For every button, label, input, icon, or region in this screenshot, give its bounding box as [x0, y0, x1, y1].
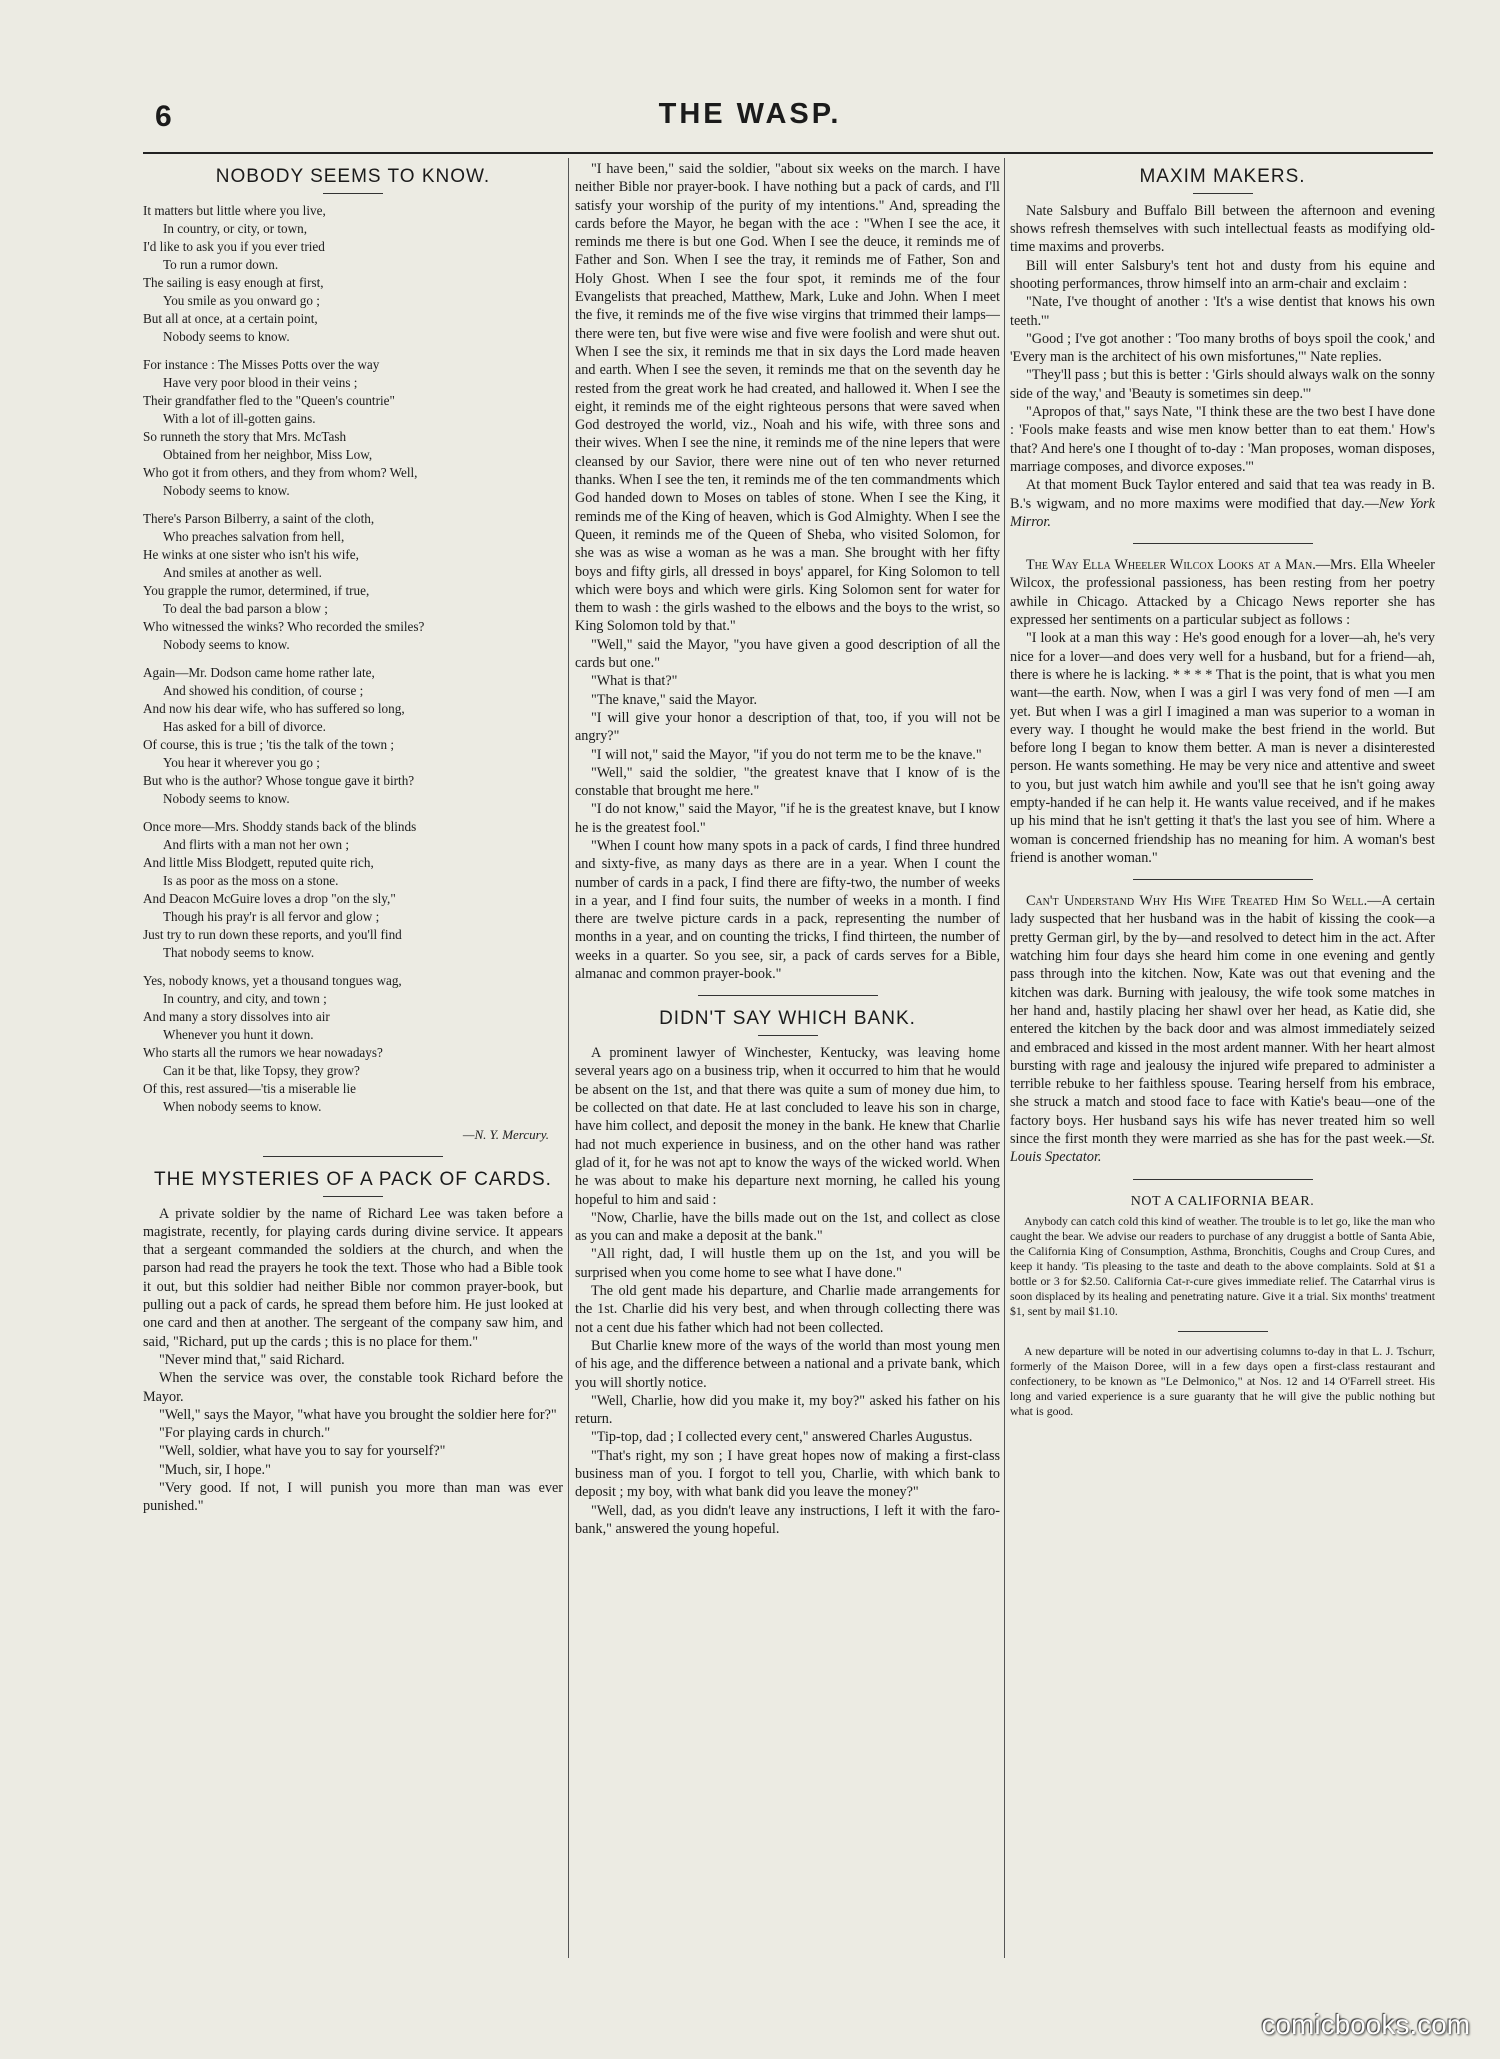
poem-stanza [143, 664, 563, 808]
poem-line: There's Parson Bilberry, a saint of the cloth, [143, 510, 375, 526]
poem-line: And flirts with a man not her own ; [163, 836, 350, 852]
column-1 [143, 160, 563, 1960]
poem-line: It matters but little where you live, [143, 202, 326, 218]
section-rule [1133, 879, 1313, 880]
poem-line: Just try to run down these reports, and you'll find [143, 926, 402, 942]
wife-runin: Can't Understand Why His Wife Treated Him So Well. [1026, 893, 1368, 910]
poem-line: That nobody seems to know. [163, 944, 315, 960]
masthead-title: THE WASP. [658, 98, 842, 130]
title-rule [1193, 193, 1253, 194]
section-rule [1133, 543, 1313, 544]
bank-title: DIDN'T SAY WHICH BANK. [659, 1008, 916, 1030]
poem-line: To deal the bad parson a blow ; [163, 600, 328, 616]
maxim-paragraph: Nate Salsbury and Buffalo Bill between the afternoon and evening shows refresh themselves with such intellectual feasts as modifying old-time maxims and proverbs. [1010, 202, 1435, 256]
bank-paragraph: But Charlie knew more of the ways of the world than most young men of his age, and the difference between a national and a private bank, which you will shortly notice. [575, 1337, 1000, 1391]
poem-line: The sailing is easy enough at first, [143, 274, 324, 290]
poem-line: Yes, nobody knows, yet a thousand tongues wag, [143, 972, 402, 988]
poem-line: You grapple the rumor, determined, if true, [143, 582, 370, 598]
poem-line: Nobody seems to know. [163, 328, 290, 344]
bear-text: Anybody can catch cold this kind of weather. The trouble is to let go, like the man who caught the bear. We advise our readers to purchase of any druggist a bottle of Santa Abie, the California King of Consumption, Asthma, Bronchitis, Coughs and Croup Cures, and keep it handy. 'Tis pleasing to the taste and death to the above complaints. Sold at $1 a bottle or 3 for $2.50. California Cat-r-cure gives immediate relief. The Catarrhal virus is soon displaced by its healing and penetrating nature. Give it a trial. Six months' treatment $1, sent by mail $1.10. [1010, 1213, 1435, 1318]
poem-line: Of this, rest assured—'tis a miserable lie [143, 1080, 356, 1096]
poem-line: Of course, this is true ; 'tis the talk of the town ; [143, 736, 395, 752]
poem-line: Their grandfather fled to the "Queen's countrie" [143, 392, 395, 408]
poem-line: Who got it from others, and they from whom? Well, [143, 464, 418, 480]
maxim-paragraph: Bill will enter Salsbury's tent hot and dusty from his equine and shooting performances, throw himself into an arm-chair and exclaim : [1010, 257, 1435, 292]
wilcox-body [1010, 556, 1435, 867]
bear-title: NOT A CALIFORNIA BEAR. [1130, 1193, 1315, 1209]
poem-stanza [143, 202, 563, 346]
poem-line: But who is the author? Whose tongue gave it birth? [143, 772, 415, 788]
poem-body [143, 202, 563, 1116]
poem-stanza [143, 818, 563, 962]
maxim-paragraph: At that moment Buck Taylor entered and said that tea was ready in B. B.'s wigwam, and no more maxims were modified that day.—New York Mirror. [1010, 477, 1435, 530]
wilcox-runin: The Way Ella Wheeler Wilcox Looks at a Man. [1026, 557, 1316, 574]
poem-stanza [143, 972, 563, 1116]
poem-line: Who witnessed the winks? Who recorded the smiles? [143, 618, 425, 634]
poem-line: Can it be that, like Topsy, they grow? [163, 1062, 360, 1078]
poem-line: And many a story dissolves into air [143, 1008, 330, 1024]
bank-body [575, 1044, 1000, 1538]
poem-line: To run a rumor down. [163, 256, 279, 272]
mysteries-paragraph: "Well, soldier, what have you to say for yourself?" [159, 1443, 446, 1460]
poem-line: But all at once, at a certain point, [143, 310, 318, 326]
column-divider [568, 158, 569, 1958]
mysteries-paragraph: "I have been," said the soldier, "about six weeks on the march. I have neither Bible nor prayer-book. I have nothing but a pack of cards, and I'll satisfy your worship of the purity of my intentions." And, spreading the cards before the Mayor, he began with the ace : "When I see the ace, it reminds me there is but one God. When I see the deuce, it reminds me of Father and Son. When I see the tray, it reminds me of Father, Son and Holy Ghost. When I see the four spot, it reminds me of the four Evangelists that preached, Matthew, Mark, Luke and John. When I meet the five, it reminds me of the five wise virgins that trimmed their lamps—there were ten, but five were wise and five were foolish and were shut out. When I see the six, it reminds me that in six days the Lord made heaven and earth. When I see the seven, it reminds me that on the seventh day he rested from the great work he had created, and hallowed it. When I see the eight, it reminds me of the eight righteous persons that were saved when God destroyed the world, viz., Noah and his wife, with three sons and their wives. When I see the nine, it reminds me of the nine lepers that were cleansed by our Savior, there were nine out of ten who never returned thanks. When I see the ten, it reminds me of the ten commandments which God handed down to Moses on tables of stone. When I see the King, it reminds me of the King of heaven, which is God Almighty. When I see the Queen, it reminds me of the Queen of Sheba, who visited Solomon, for she was as wise a woman as he was a man. She brought with her fifty boys and fifty girls, all dressed in boys' apparel, for King Solomon to tell which were boys and which were girls. King Solomon sent for water for them to wash : the girls washed to the elbows and the boys to the wrist, so King Solomon told by that." [575, 161, 1000, 635]
wife-credit: St. Louis Spectator. [1010, 1131, 1435, 1166]
poem-line: Nobody seems to know. [163, 790, 290, 806]
wife-text: —A certain lady suspected that her husband was in the habit of kissing the cook—a pretty German girl, by the by—and resolved to detect him in the act. After watching him four days she heard him come in one evening and gently pass through into the kitchen. Now, Kate was out that evening and the kitchen was dark. Burning with jealousy, the wife took some matches in her hand and, hastily placing her shawl over her head, as Katie did, she entered the kitchen by the back door and was almost immediately seized and embraced and kissed in the most ardent manner. With her heart almost bursting with rage and jealousy the injured wife prepared to administer a terrible rebuke to her faithless spouse. Tearing herself from his embrace, she struck a match and stood face to face with Katie's beau—one of the factory boys. Her husband says his wife has never treated him so well since the first month they were married as she has for the past week.— [1010, 893, 1435, 1148]
maxim-body [1010, 202, 1435, 531]
poem-line: Whenever you hunt it down. [163, 1026, 314, 1042]
poem-line: And smiles at another as well. [163, 564, 322, 580]
poem-title: NOBODY SEEMS TO KNOW. [215, 166, 491, 187]
poem-line: And now his dear wife, who has suffered so long, [143, 700, 405, 716]
mysteries-paragraph: When the service was over, the constable took Richard before the Mayor. [143, 1370, 563, 1405]
title-rule [758, 1035, 818, 1036]
mysteries-paragraph: "Very good. If not, I will punish you more than man was ever punished." [143, 1480, 563, 1515]
header-rule [143, 152, 1433, 154]
mysteries-paragraph: "Never mind that," said Richard. [159, 1351, 345, 1368]
poem-stanza [143, 510, 563, 654]
poem-line: Have very poor blood in their veins ; [163, 374, 358, 390]
title-rule [323, 193, 383, 194]
poem-line: Who preaches salvation from hell, [163, 528, 345, 544]
column-divider [1004, 158, 1005, 1958]
bank-paragraph: "All right, dad, I will hustle them up on the 1st, and you will be surprised when you come home to see what I have done." [575, 1246, 1000, 1281]
section-rule [263, 1156, 443, 1157]
poem-line: So runneth the story that Mrs. McTash [143, 428, 347, 444]
poem-line: You hear it wherever you go ; [163, 754, 320, 770]
bank-paragraph: "Tip-top, dad ; I collected every cent," answered Charles Augustus. [591, 1429, 973, 1446]
poem-line: When nobody seems to know. [163, 1098, 322, 1114]
poem-line: And showed his condition, of course ; [163, 682, 364, 698]
mysteries-paragraph: "What is that?" [591, 673, 678, 690]
poem-line: Once more—Mrs. Shoddy stands back of the blinds [143, 818, 417, 834]
page-number: 6 [155, 100, 172, 133]
column-2 [575, 160, 1000, 1960]
poem-line: Who starts all the rumors we hear nowadays? [143, 1044, 383, 1060]
mysteries-paragraph: "I will not," said the Mayor, "if you do not term me to be the knave." [591, 746, 982, 763]
wilcox-paragraph: "I look at a man this way : He's good enough for a lover—ah, he's very nice for a lover—and does very well for a husband, but for a friend—ah, there is where he is lacking. * * * * That is the point, that is what you men want—the earth. Now, when I was a girl I was very fond of men —I am yet. But when I was a girl I imagined a man was superior to a woman in every way. I thought he would make the best friend in the world. But before long I began to know them better. A man is never a disinterested person. He wants something. He may be very nice and attentive and sweet to you, but just watch him awhile and you'll see that he isn't going away empty-handed if he can help it. He wants value received, and if he makes up his mind that he isn't getting it that's the last you see of him. Where a woman is concerned friendship has no meaning for him. A woman's best friend is another woman." [1010, 630, 1435, 866]
mysteries-paragraph: "The knave," said the Mayor. [591, 691, 758, 708]
poem-line: Again—Mr. Dodson came home rather late, [143, 664, 375, 680]
bank-paragraph: A prominent lawyer of Winchester, Kentucky, was leaving home several years ago on a business trip, when it occurred to him that he would be absent on the 1st, and that there was quite a sum of money due him, to be collected on that date. He at last concluded to leave his son in charge, have him collect, and deposit the money in the bank. He knew that Charlie had not much experience in business, and on the other hand was rather glad of it, for he was not apt to know the ways of the wicked world. When he was about to make his departure next morning, he called his young hopeful to him and said : [575, 1045, 1000, 1208]
mysteries-paragraph: "Well," said the Mayor, "you have given a good description of all the cards but one." [575, 636, 1000, 672]
mysteries-paragraph: "For playing cards in church." [159, 1425, 331, 1442]
poem-line: Nobody seems to know. [163, 482, 290, 498]
bank-paragraph: "Well, Charlie, how did you make it, my boy?" asked his father on his return. [575, 1392, 1000, 1428]
poem-line: In country, or city, or town, [163, 220, 308, 236]
maxim-credit: New York Mirror. [1010, 495, 1435, 530]
mysteries-paragraph: A private soldier by the name of Richard Lee was taken before a magistrate, recently, for playing cards during divine service. It appears that a sergeant commanded the soldiers at the church, and when the parson had read the prayers he took the text. Those who had a Bible took it out, but this soldier had neither Bible nor common prayer-book, but pulling out a pack of cards, he spread them before him. He just looked at one card and then at another. The sergeant of the company saw him, and said, "Richard, put up the cards ; this is no place for them." [143, 1205, 563, 1350]
poem-line: Nobody seems to know. [163, 636, 290, 652]
maxim-paragraph: "Nate, I've thought of another : 'It's a wise dentist that knows his own teeth.'" [1010, 294, 1435, 329]
poem-line: He winks at one sister who isn't his wife, [143, 546, 359, 562]
poem-line: For instance : The Misses Potts over the way [143, 356, 380, 372]
poem-line: Though his pray'r is all fervor and glow ; [163, 908, 380, 924]
column-3 [1010, 160, 1435, 1960]
bank-paragraph: "Now, Charlie, have the bills made out on the 1st, and collect as close as you can and make a deposit at the bank." [575, 1209, 1000, 1245]
poem-line: Obtained from her neighbor, Miss Low, [163, 446, 373, 462]
mysteries-title: THE MYSTERIES OF A PACK OF CARDS. [154, 1168, 552, 1190]
section-rule [698, 995, 878, 996]
poem-line: And little Miss Blodgett, reputed quite rich, [143, 854, 374, 870]
bank-paragraph: "Well, dad, as you didn't leave any instructions, I left it with the faro-bank," answered the young hopeful. [575, 1502, 1000, 1537]
poem-line: Has asked for a bill of divorce. [163, 718, 326, 734]
mysteries-continued [575, 160, 1000, 983]
mysteries-paragraph: "When I count how many spots in a pack of cards, I find three hundred and sixty-five, as many days as there are in a year. When I count the number of cards in a pack, I find there are fifty-two, the number of weeks in a year, and I find four suits, the number of weeks in a month. I find there are twelve picture cards in a pack, representing the number of months in a year, and on counting the tricks, I find thirteen, the number of weeks in a quarter. So you see, sir, a pack of cards serves for a Bible, almanac and common prayer-book." [575, 837, 1000, 983]
poem-line: I'd like to ask you if you ever tried [143, 238, 325, 254]
mysteries-paragraph: "I do not know," said the Mayor, "if he is the greatest knave, but I know he is the greatest fool." [575, 801, 1000, 836]
poem-line: Is as poor as the moss on a stone. [163, 872, 339, 888]
wife-article [1010, 892, 1435, 1166]
maxim-paragraph: "They'll pass ; but this is better : 'Girls should always walk on the sonny side of the way,' and 'Beauty is sometimes sin deep.'" [1010, 367, 1435, 402]
mysteries-paragraph: "Much, sir, I hope." [159, 1461, 271, 1478]
poem-line: With a lot of ill-gotten gains. [163, 410, 316, 426]
title-rule [323, 1196, 383, 1197]
poem-line: And Deacon McGuire loves a drop "on the sly," [143, 890, 396, 906]
watermark: comicbooks.com [1261, 2009, 1470, 2040]
section-rule [1133, 1179, 1313, 1180]
poem-line: In country, and city, and town ; [163, 990, 327, 1006]
bank-paragraph: The old gent made his departure, and Charlie made arrangements for the 1st. Charlie did his very best, and when through collecting there was not a cent due his father which had not been collected. [575, 1283, 1000, 1336]
maxim-paragraph: "Apropos of that," says Nate, "I think these are the two best I have done : 'Fools make feasts and wise men know better than to eat them.' How's that? And here's one I thought of to-day : 'Man proposes, woman disposes, marriage composes, and divorce exposes.'" [1010, 404, 1435, 475]
mysteries-paragraph: "I will give your honor a description of that, too, if you will not be angry?" [575, 709, 1000, 745]
bank-paragraph: "That's right, my son ; I have great hopes now of making a first-class business man of you. I forgot to tell you, Charlie, with which bank to deposit ; my boy, with what bank did you leave the money?" [575, 1447, 1000, 1501]
mysteries-body [143, 1205, 563, 1516]
poem-credit: —N. Y. Mercury. [462, 1126, 549, 1142]
maxim-paragraph: "Good ; I've got another : 'Too many broths of boys spoil the cook,' and 'Every man is the architect of his own misfortunes,'" Nate replies. [1010, 330, 1435, 366]
poem-line: You smile as you onward go ; [163, 292, 320, 308]
delmonico-text: A new departure will be noted in our advertising columns to-day in that L. J. Tschurr, formerly of the Maison Doree, will in a few days open a first-class restaurant and confectionery, to be known as "Le Delmonico," at Nos. 12 and 14 O'Farrell street. His long and varied experience is a sure guaranty that he will give the public nothing but what is good. [1010, 1343, 1435, 1418]
mysteries-paragraph: "Well," says the Mayor, "what have you brought the soldier here for?" [159, 1406, 557, 1423]
mysteries-paragraph: "Well," said the soldier, "the greatest knave that I know of is the constable that brought me here." [575, 764, 1000, 800]
maxim-title: MAXIM MAKERS. [1139, 166, 1306, 187]
section-rule [1178, 1331, 1268, 1332]
poem-stanza [143, 356, 563, 500]
wilcox-paragraph: The Way Ella Wheeler Wilcox Looks at a Man.—Mrs. Ella Wheeler Wilcox, the professional passioness, has been resting from her poetry awhile in Chicago. Attacked by a Chicago News reporter she has expressed her sentiments on a particular subject as follows : [1010, 557, 1435, 629]
